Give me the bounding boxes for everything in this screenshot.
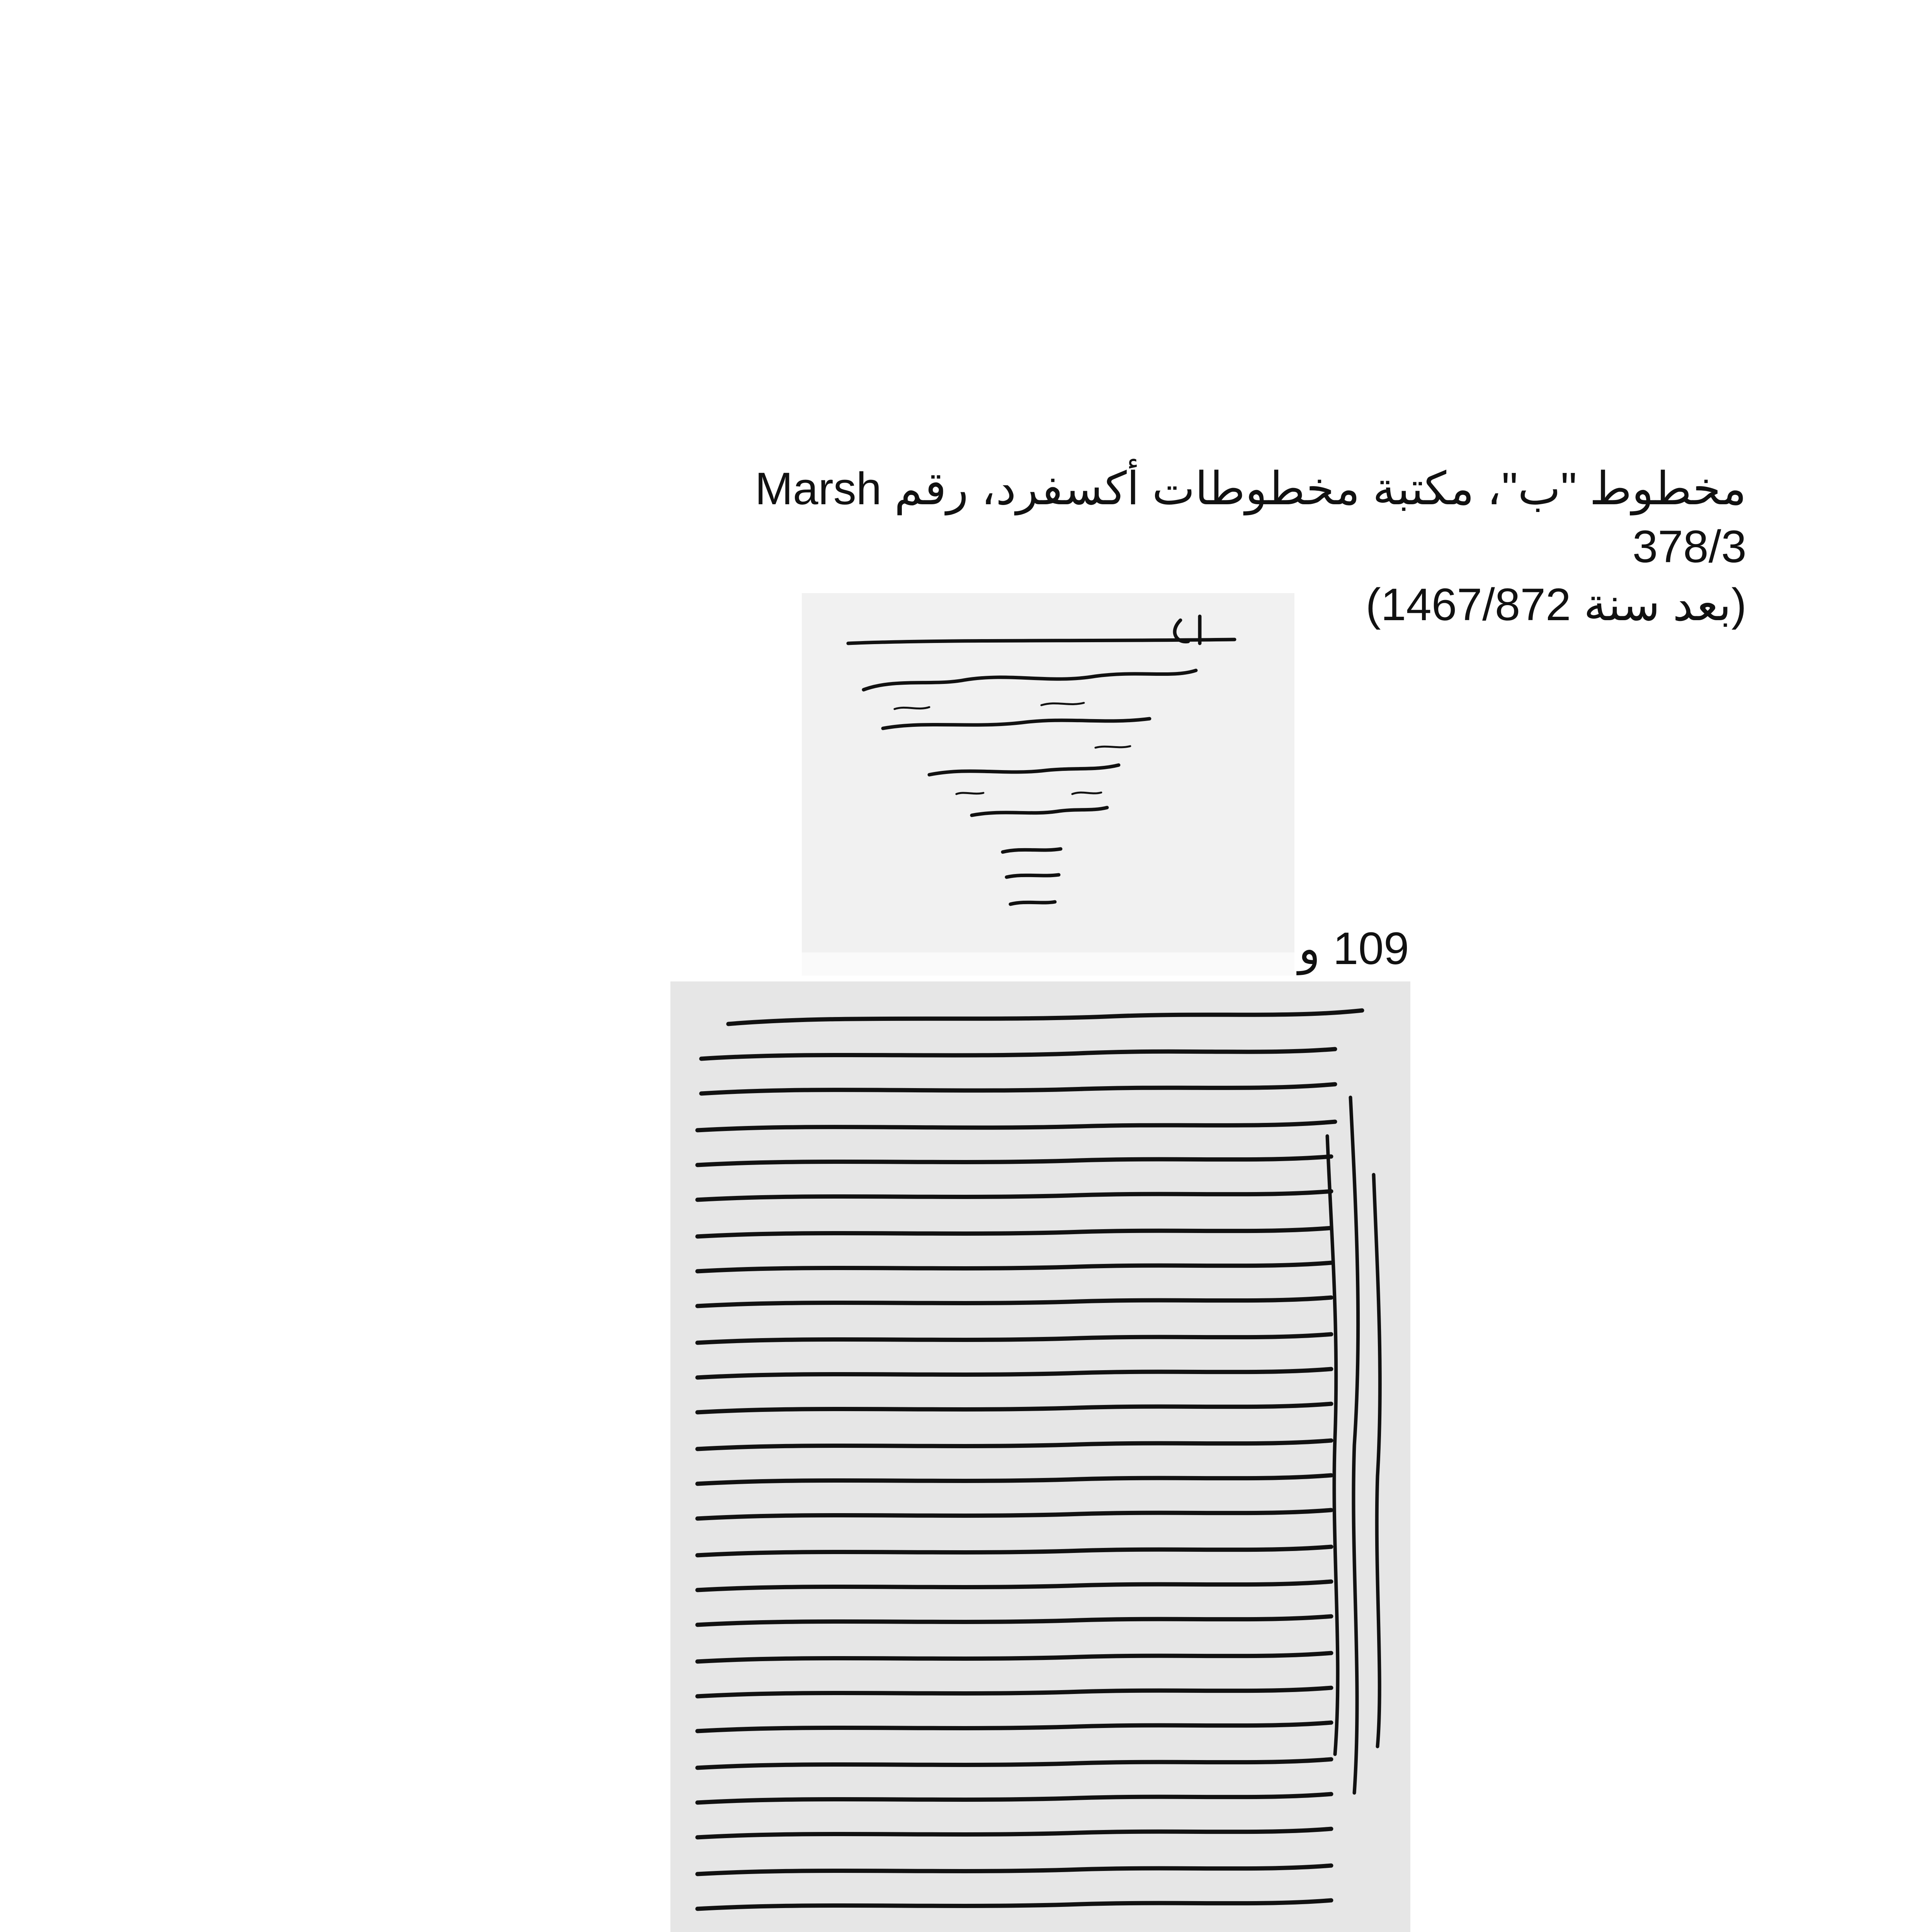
manuscript-first-text-page-image [670,981,1410,1932]
folio-label-title-page: 109 و [1298,923,1409,974]
caption-line-2: (بعد سنة 1467/872) [1366,579,1747,630]
manuscript-title-page-image [802,593,1294,976]
caption-line-1: مخطوط "ب"، مكتبة مخطوطات أكسفرد، رقم Marsh 378/3 [755,463,1747,572]
